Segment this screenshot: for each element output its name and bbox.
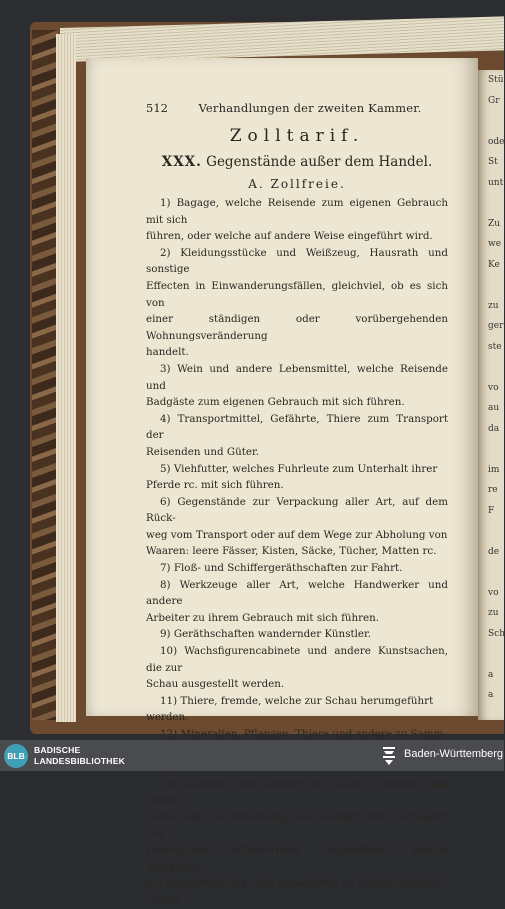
facing-page-fragment xyxy=(478,275,504,296)
tariff-item xyxy=(146,361,448,411)
facing-page-fragment xyxy=(478,357,504,378)
item-line: auf eigenthümliche oder gepachtete, im Inland liegende Grund- xyxy=(146,877,440,906)
item-line: Reisenden und Güter. xyxy=(146,445,260,458)
facing-page-edge xyxy=(478,70,504,720)
facing-page-fragment: ger xyxy=(488,321,504,331)
item-line: 2) Kleidungsstücke und Weißzeug, Hausrath und sonstige xyxy=(146,246,448,276)
item-line: 1) Bagage, welche Reisende zum eigenen Gebrauch mit sich xyxy=(146,197,448,226)
facing-page-fragment: Gr xyxy=(488,95,500,106)
tariff-item xyxy=(146,626,448,643)
facing-page-fragment: ode xyxy=(488,136,505,147)
item-line: Schau ausgestellt werden. xyxy=(146,678,285,691)
facing-page-fragment: a xyxy=(488,690,494,700)
running-head: Verhandlungen der zweiten Kammer. xyxy=(198,101,422,115)
item-line: 3) Wein und andere Lebensmittel, welche Reisende und xyxy=(146,362,448,392)
tariff-item xyxy=(146,195,448,245)
item-line: Waaren: leere Fässer, Kisten, Säcke, Tücher, Matten rc. xyxy=(146,545,437,558)
item-line: 10) Wachsfigurencabinete und andere Kunstsachen, die zur xyxy=(146,645,448,674)
page-title: Zolltarif. xyxy=(229,126,365,146)
facing-page-fragment xyxy=(478,562,504,583)
library-name-line2: LANDESBIBLIOTHEK xyxy=(34,755,126,766)
page-header xyxy=(146,101,448,117)
item-line: einer ständigen oder vorübergehenden Wohnungsveränderung xyxy=(146,313,448,342)
page-edges-side xyxy=(56,34,76,722)
item-line: 4) Transportmittel, Gefährte, Thiere zum Transport der xyxy=(146,412,448,442)
tariff-item xyxy=(146,494,448,560)
facing-page-fragment: unt xyxy=(488,177,504,188)
facing-page-fragment: da xyxy=(488,423,500,434)
state-name[interactable]: Baden-Württemberg xyxy=(404,748,504,760)
facing-page-fragment: au xyxy=(488,403,500,413)
facing-page-fragment xyxy=(478,521,504,542)
item-line: 9) Geräthschaften wandernder Künstler. xyxy=(160,628,372,641)
item-line: 14) Aussaat, und andere zu Acker-, Wiesen- und Neben- xyxy=(146,777,448,807)
item-line: 7) Floß- und Schiffergeräthschaften zur Fahrt. xyxy=(160,562,403,575)
tariff-item xyxy=(146,693,448,726)
tariff-item xyxy=(146,560,448,577)
facing-page-fragment: Sch xyxy=(488,628,505,639)
item-line: Lehmgruben erforderliche Gegenstände, welche Ausländer xyxy=(146,844,448,873)
facing-page-fragment: zu xyxy=(488,300,499,311)
page-number: 512 xyxy=(146,101,168,115)
subheading: A. Zollfreie. xyxy=(248,177,346,191)
facing-page-fragment xyxy=(478,111,504,132)
section-title: Gegenstände außer dem Handel. xyxy=(206,154,433,170)
item-line: 6) Gegenstände zur Verpackung aller Art, auf dem Rück- xyxy=(146,495,448,525)
section-numeral: XXX. xyxy=(161,154,202,170)
facing-page-fragment: we xyxy=(488,239,502,249)
facing-page-fragment: vo xyxy=(488,587,499,598)
item-line: Effecten in Einwanderungsfällen, gleichviel, ob es sich von xyxy=(146,279,448,309)
item-line: Arbeiter zu ihrem Gebrauch mit sich führen. xyxy=(146,611,380,624)
item-line: 11) Thiere, fremde, welche zur Schau herumgeführt werden. xyxy=(146,694,434,724)
facing-page-fragment: zu xyxy=(488,608,499,618)
item-line: 5) Viehfutter, welches Fuhrleute zum Unterhalt ihrer xyxy=(160,462,438,475)
facing-page-fragment: St xyxy=(488,157,498,167)
item-line: Pferde rc. mit sich führen. xyxy=(146,479,284,492)
item-line: 12) Mineralien, Pflanzen, Thiere und andere zu Samm- xyxy=(160,728,447,740)
facing-page-fragment: re xyxy=(488,485,498,495)
item-line: cultur oder zur Benützung von Steinbrüchen, Torflagern und xyxy=(146,810,448,840)
page-content xyxy=(146,101,448,909)
item-line: 8) Werkzeuge aller Art, welche Handwerker und andere xyxy=(146,578,448,608)
tariff-item xyxy=(146,776,448,909)
tariff-item xyxy=(146,411,448,461)
library-name-line1: BADISCHE xyxy=(34,745,81,755)
facing-page-fragment xyxy=(478,193,504,214)
item-line: führen, oder welche auf andere Weise eingeführt wird. xyxy=(146,230,433,243)
item-list xyxy=(146,195,448,909)
footer-bar xyxy=(0,740,504,771)
tariff-item xyxy=(146,643,448,693)
item-line: handelt. xyxy=(146,346,189,359)
facing-page-fragment: Stü xyxy=(488,75,504,85)
item-line: weg vom Transport oder auf dem Wege zur Abholung von xyxy=(146,528,448,541)
facing-page-fragment: de xyxy=(488,546,500,557)
tariff-item xyxy=(146,245,448,361)
facing-page-fragment: Ke xyxy=(488,259,500,270)
facing-page-fragment: Zu xyxy=(488,218,501,229)
tariff-item xyxy=(146,461,448,494)
facing-page-fragment xyxy=(478,644,504,665)
facing-page-fragment: im xyxy=(488,464,500,475)
facing-page-fragment: a xyxy=(488,669,494,680)
library-name[interactable] xyxy=(34,745,125,766)
baden-wuerttemberg-lions-icon[interactable] xyxy=(380,745,398,766)
facing-page-fragment xyxy=(478,439,504,460)
tariff-item xyxy=(146,577,448,627)
blb-logo-icon[interactable]: BLB xyxy=(4,744,28,768)
item-line: Badgäste zum eigenen Gebrauch mit sich führen. xyxy=(146,396,405,409)
facing-page-fragment: ste xyxy=(488,341,502,352)
facing-page-fragment: F xyxy=(488,505,495,516)
facing-page-fragment: vo xyxy=(488,382,499,393)
section-heading xyxy=(146,154,448,174)
marbled-cover-edge xyxy=(32,30,58,720)
